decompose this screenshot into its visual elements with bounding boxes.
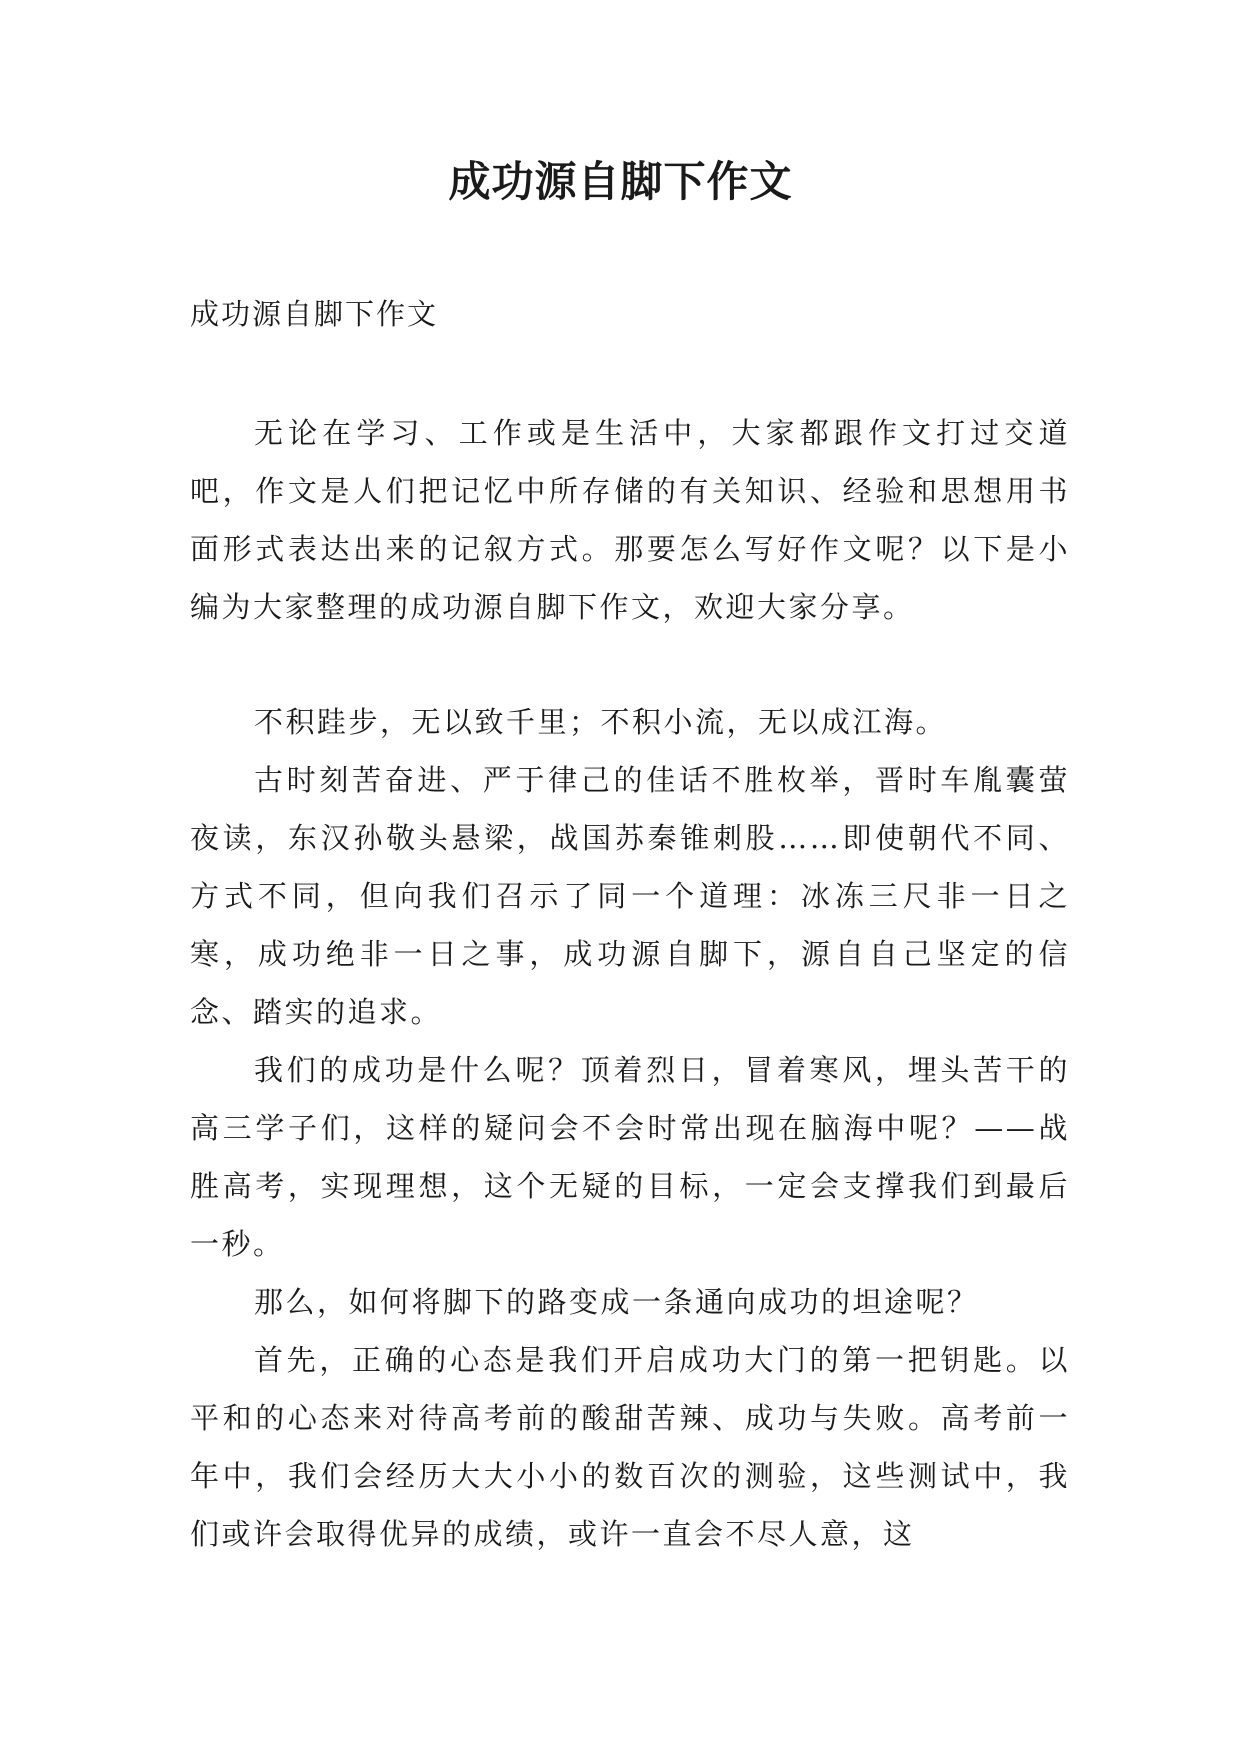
body-section xyxy=(190,693,1070,1563)
body-paragraph: 不积跬步，无以致千里；不积小流，无以成江海。 xyxy=(254,705,948,739)
intro-section xyxy=(190,404,1070,636)
body-paragraph: 那么，如何将脚下的路变成一条通向成功的坦途呢？ xyxy=(254,1285,979,1319)
body-paragraph: 我们的成功是什么呢？顶着烈日，冒着寒风，埋头苦干的高三学子们，这样的疑问会不会时常出现在脑海中呢？——战胜高考，实现理想，这个无疑的目标，一定会支撑我们到最后一秒。 xyxy=(190,1053,1070,1261)
body-paragraph: 古时刻苦奋进、严于律己的佳话不胜枚举，晋时车胤囊萤夜读，东汉孙敬头悬梁，战国苏秦锥刺股……即使朝代不同、方式不同，但向我们召示了同一个道理：冰冻三尺非一日之寒，成功绝非一日之事，成功源自脚下，源自自己坚定的信念、踏实的追求。 xyxy=(190,763,1070,1029)
body-paragraph: 首先，正确的心态是我们开启成功大门的第一把钥匙。以平和的心态来对待高考前的酸甜苦辣、成功与失败。高考前一年中，我们会经历大大小小的数百次的测验，这些测试中，我们或许会取得优异的成绩，或许一直会不尽人意，这 xyxy=(190,1343,1070,1551)
intro-paragraph: 无论在学习、工作或是生活中，大家都跟作文打过交道吧，作文是人们把记忆中所存储的有关知识、经验和思想用书面形式表达出来的记叙方式。那要怎么写好作文呢？以下是小编为大家整理的成功源自脚下作文，欢迎大家分享。 xyxy=(190,416,1070,624)
document-subtitle: 成功源自脚下作文 xyxy=(190,297,439,331)
document-title: 成功源自脚下作文 xyxy=(448,157,793,206)
